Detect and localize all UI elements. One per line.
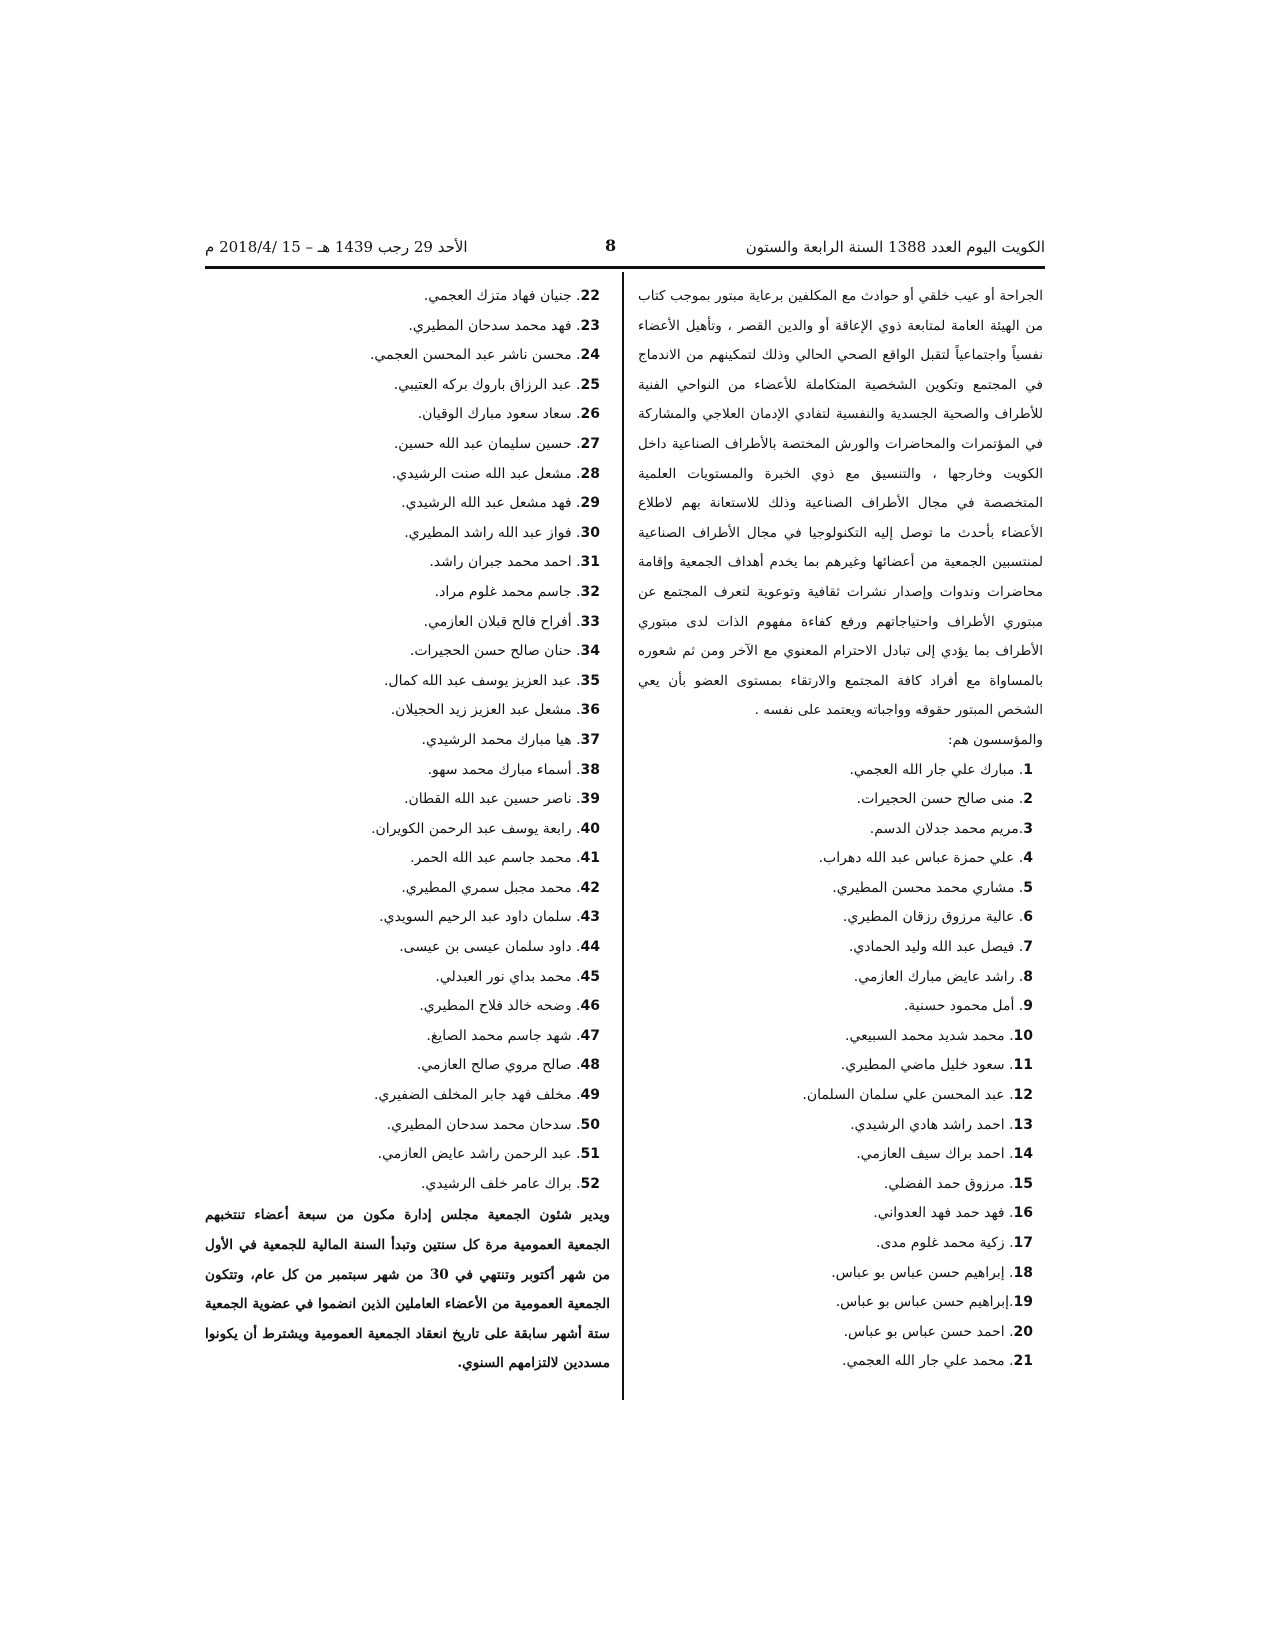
founder-name: . فهد مشعل عبد الله الرشيدي. <box>401 495 581 512</box>
founder-number: 3 <box>1023 820 1033 837</box>
founder-list-item <box>638 1288 1033 1318</box>
founder-list-item <box>205 963 600 993</box>
founder-list-item <box>205 667 600 697</box>
founder-number: 35 <box>580 672 600 689</box>
founder-number: 5 <box>1023 879 1033 896</box>
founder-number: 47 <box>580 1027 600 1044</box>
founder-list-item <box>205 992 600 1022</box>
founder-name: . علي حمزة عباس عبد الله دهراب. <box>818 850 1024 867</box>
founder-number: 2 <box>1023 791 1033 808</box>
founder-name: . احمد محمد جبران راشد. <box>429 554 581 571</box>
founder-list-item <box>205 933 600 963</box>
founder-name: . ناصر حسين عبد الله القطان. <box>404 791 581 808</box>
founder-number: 34 <box>580 643 600 660</box>
founder-name: . فهد محمد سدحان المطيري. <box>408 317 581 334</box>
founder-list-item <box>205 341 600 371</box>
founder-name: . عبد الرزاق باروك بركه العتيبي. <box>393 376 581 393</box>
founder-list-item <box>638 1051 1033 1081</box>
founder-list-item <box>205 1022 600 1052</box>
founder-list-item <box>205 696 600 726</box>
founder-list-item <box>638 1081 1033 1111</box>
founder-number: 27 <box>580 435 600 452</box>
founder-name: .مريم محمد جدلان الدسم. <box>869 820 1024 837</box>
founder-name: . محمد جاسم عبد الله الحمر. <box>410 850 581 867</box>
founder-list-item <box>638 1140 1033 1170</box>
founder-list-item <box>205 312 600 342</box>
founder-number: 30 <box>580 524 600 541</box>
founder-number: 15 <box>1013 1175 1033 1192</box>
founder-name: . وضحه خالد فلاح المطيري. <box>419 998 581 1015</box>
founder-name: . داود سلمان عيسى بن عيسى. <box>399 939 581 956</box>
founder-number: 42 <box>580 879 600 896</box>
founder-number: 52 <box>580 1175 600 1192</box>
founder-list-item <box>638 1347 1033 1377</box>
founder-list-item <box>638 992 1033 1022</box>
founder-list-item <box>638 756 1033 786</box>
founder-list-item <box>638 815 1033 845</box>
founder-name: . سعود خليل ماضي المطيري. <box>840 1057 1014 1074</box>
founder-list-item <box>205 371 600 401</box>
founder-name: . مشعل عبد الله صنت الرشيدي. <box>391 465 581 482</box>
founder-list-item <box>205 489 600 519</box>
founder-name: . محمد شديد محمد السبيعي. <box>845 1027 1014 1044</box>
founder-list-item <box>205 874 600 904</box>
page-number: 8 <box>605 236 617 255</box>
founder-list-item <box>638 1199 1033 1229</box>
founder-name: . راشد عايض مبارك العازمي. <box>853 968 1024 985</box>
founder-list-item <box>638 963 1033 993</box>
founder-list-item <box>205 815 600 845</box>
founder-list-item <box>205 756 600 786</box>
right-column <box>638 282 1043 1377</box>
founder-number: 4 <box>1023 850 1033 867</box>
founder-number: 11 <box>1013 1057 1033 1074</box>
founder-name: . احمد براك سيف العازمي. <box>856 1146 1014 1163</box>
founder-list-item <box>205 1111 600 1141</box>
founder-name: . محمد مجبل سمري المطيري. <box>401 879 581 896</box>
header-date: الأحد 29 رجب 1439 هـ – 15 /2018/4 م <box>205 238 468 256</box>
founder-list-item <box>205 608 600 638</box>
founder-number: 23 <box>580 317 600 334</box>
founder-number: 49 <box>580 1087 600 1104</box>
founder-name: . حسين سليمان عبد الله حسين. <box>393 435 581 452</box>
founder-number: 33 <box>580 613 600 630</box>
founder-name: . عبد العزيز يوسف عبد الله كمال. <box>383 672 581 689</box>
founder-name: . مبارك علي جار الله العجمي. <box>849 761 1024 778</box>
founder-list-item <box>638 1111 1033 1141</box>
founder-list-item <box>205 548 600 578</box>
founder-number: 16 <box>1013 1205 1033 1222</box>
founder-name: . محمد بداي نور العبدلي. <box>435 968 581 985</box>
founder-number: 20 <box>1013 1323 1033 1340</box>
founder-name: . جاسم محمد غلوم مراد. <box>434 583 581 600</box>
founder-list-item <box>205 400 600 430</box>
header-issue-info: الكويت اليوم العدد 1388 السنة الرابعة والستون <box>745 238 1045 256</box>
founder-number: 17 <box>1013 1235 1033 1251</box>
founder-list-item <box>205 430 600 460</box>
founder-number: 6 <box>1023 909 1033 926</box>
founder-name: . أسماء مبارك محمد سهو. <box>427 761 581 778</box>
founder-name: . سعاد سعود مبارك الوقيان. <box>417 406 581 423</box>
founder-list-item <box>205 637 600 667</box>
founder-number: 29 <box>580 495 600 512</box>
founder-number: 39 <box>580 791 600 808</box>
left-column <box>205 282 610 1379</box>
founder-name: . مشعل عبد العزيز زيد الحجيلان. <box>390 702 581 719</box>
founder-name: . احمد حسن عباس بو عباس. <box>843 1323 1014 1340</box>
founder-list-item <box>638 1170 1033 1200</box>
founder-number: 24 <box>580 347 600 364</box>
founder-number: 36 <box>580 702 600 719</box>
founder-list-item <box>638 1229 1033 1259</box>
founder-number: 51 <box>580 1146 600 1163</box>
founder-list-item <box>205 785 600 815</box>
founder-list-item <box>638 874 1033 904</box>
founder-list-item <box>205 1081 600 1111</box>
founder-list-item <box>205 1051 600 1081</box>
header-rule <box>205 266 1045 269</box>
founder-list-item <box>638 785 1033 815</box>
founder-name: . منى صالح حسن الحجيرات. <box>856 791 1024 808</box>
founder-name: . احمد راشد هادي الرشيدي. <box>850 1116 1014 1133</box>
founder-number: 7 <box>1023 939 1033 956</box>
founder-name: . حنان صالح حسن الحجيرات. <box>409 643 581 660</box>
founder-name: . شهد جاسم محمد الصايغ. <box>426 1027 581 1044</box>
founder-number: 44 <box>580 939 600 956</box>
founder-list-item <box>205 1170 600 1200</box>
founder-number: 25 <box>580 376 600 393</box>
founder-list-item <box>638 1318 1033 1348</box>
founder-number: 28 <box>580 465 600 482</box>
founder-name: . زكية محمد غلوم مدى. <box>876 1235 1014 1251</box>
founders-list-part-2 <box>205 282 610 1199</box>
founder-name: . براك عامر خلف الرشيدي. <box>420 1175 581 1192</box>
founder-name: .إبراهيم حسن عباس بو عباس. <box>835 1294 1014 1311</box>
board-paragraph: ويدير شئون الجمعية مجلس إدارة مكون من سبعة أعضاء تنتخبهم الجمعية العمومية مرة كل سنتين وتبدأ السنة المالية للجمعية في الأول من شهر أكتوبر وتنتهي في 30 من شهر سبتمبر من كل عام، وتتكون الجمعية العمومية من الأعضاء العاملين الذين انضموا في عضوية الجمعية ستة أشهر سابقة على تاريخ انعقاد الجمعية العمومية ويشترط أن يكونوا مسددين لالتزامهم السنوي. <box>205 1207 610 1372</box>
founder-number: 14 <box>1013 1146 1033 1163</box>
founder-list-item <box>205 282 600 312</box>
founder-name: . فيصل عبد الله وليد الحمادي. <box>848 939 1024 956</box>
founder-list-item <box>205 903 600 933</box>
founder-number: 38 <box>580 761 600 778</box>
founder-name: . مخلف فهد جابر المخلف الضفيري. <box>373 1087 581 1104</box>
founder-name: . رابعة يوسف عبد الرحمن الكويران. <box>371 820 581 837</box>
founder-number: 12 <box>1013 1087 1033 1104</box>
founder-number: 31 <box>580 554 600 571</box>
founder-number: 21 <box>1013 1353 1033 1370</box>
founder-number: 37 <box>580 731 600 748</box>
founder-list-item <box>205 519 600 549</box>
founder-list-item <box>638 844 1033 874</box>
founder-name: . صالح مروي صالح العازمي. <box>416 1057 581 1074</box>
founder-list-item <box>638 903 1033 933</box>
objectives-paragraph: الجراحة أو عيب خلقي أو حوادث مع المكلفين برعاية مبتور بموجب كتاب من الهيئة العامة لمتابعة ذوي الإعاقة أو والدين القصر ، وتأهيل الأعضاء نفسياً واجتماعياً لتقبل الواقع الصحي الحالي وذلك لتمكينهم من الاندماج في المجتمع وتكوين الشخصية المتكاملة للأعضاء من النواحي الفنية للأطراف والصحية الجسدية والنفسية لتفادي الإدمان العلاجي والمشاركة في المؤتمرات والمحاضرات والورش المختصة بالأطراف الصناعية داخل الكويت وخارجها ، والتنسيق مع ذوي الخبرة والمستويات العلمية المتخصصة في مجال الأطراف الصناعية وذلك للاستعانة بهم لاطلاع الأعضاء بأحدث ما توصل إليه التكنولوجيا في مجال الأطراف الصناعية لمنتسبين الجمعية من أعضائها وغيرهم بما يخدم أهداف الجمعية وإقامة محاضرات وندوات وإصدار نشرات ثقافية وتوعوية لتعرف المجتمع عن مبتوري الأطراف واحتياجاتهم ورفع كفاءة مفهوم الذات لدى مبتوري الأطراف بما يؤدي إلى تبادل الاحترام المعنوي مع الآخر ومن ثم شعوره بالمساواة مع أفراد كافة المجتمع والارتقاء بمستوى العضو بأن يعي الشخص المبتور حقوقه وواجباته ويعتمد على نفسه . <box>638 288 1043 719</box>
founder-name: . فواز عبد الله راشد المطيري. <box>404 524 581 541</box>
founder-name: . أمل محمود حسنية. <box>903 998 1024 1015</box>
founder-name: . عالية مرزوق رزقان المطيري. <box>842 909 1024 926</box>
founder-number: 1 <box>1023 761 1033 778</box>
founder-list-item <box>638 933 1033 963</box>
founder-name: . عبد الرحمن راشد عايض العازمي. <box>377 1146 581 1163</box>
column-divider <box>622 272 624 1400</box>
founder-list-item <box>205 460 600 490</box>
founder-list-item <box>638 1022 1033 1052</box>
founder-name: . عبد المحسن علي سلمان السلمان. <box>802 1087 1014 1104</box>
founder-number: 13 <box>1013 1116 1033 1133</box>
founder-name: . سدحان محمد سدحان المطيري. <box>386 1116 581 1133</box>
founder-list-item <box>205 844 600 874</box>
founder-list-item <box>205 578 600 608</box>
founder-name: . فهد حمد فهد العدواني. <box>873 1205 1014 1222</box>
founder-name: . إبراهيم حسن عباس بو عباس. <box>831 1264 1014 1281</box>
founder-number: 41 <box>580 850 600 867</box>
founder-number: 19 <box>1013 1294 1033 1311</box>
founder-name: . هيا مبارك محمد الرشيدي. <box>421 731 581 748</box>
founders-intro: والمؤسسون هم: <box>947 731 1043 748</box>
founder-name: . جنيان فهاد متزك العجمي. <box>423 288 581 304</box>
founder-number: 26 <box>580 406 600 423</box>
founder-number: 50 <box>580 1116 600 1133</box>
founder-list-item <box>205 726 600 756</box>
founder-number: 48 <box>580 1057 600 1074</box>
page-header <box>205 232 1045 266</box>
founder-number: 45 <box>580 968 600 985</box>
founder-name: . محسن ناشر عبد المحسن العجمي. <box>369 347 581 364</box>
founder-number: 46 <box>580 998 600 1015</box>
founder-number: 32 <box>580 583 600 600</box>
founder-name: . سلمان داود عبد الرحيم السويدي. <box>379 909 581 926</box>
founder-number: 43 <box>580 909 600 926</box>
founders-list-part-1 <box>638 756 1043 1377</box>
founder-name: . أفراح فالح قبلان العازمي. <box>423 613 581 630</box>
founder-number: 9 <box>1023 998 1033 1015</box>
founder-name: . محمد علي جار الله العجمي. <box>842 1353 1014 1370</box>
founder-number: 8 <box>1023 968 1033 985</box>
founder-number: 18 <box>1013 1264 1033 1281</box>
founder-number: 40 <box>580 820 600 837</box>
founder-list-item <box>638 1259 1033 1289</box>
founder-number: 10 <box>1013 1027 1033 1044</box>
founder-number: 22 <box>580 288 600 304</box>
founder-name: . مرزوق حمد الفضلي. <box>883 1175 1014 1192</box>
founder-name: . مشاري محمد محسن المطيري. <box>832 879 1024 896</box>
founder-list-item <box>205 1140 600 1170</box>
